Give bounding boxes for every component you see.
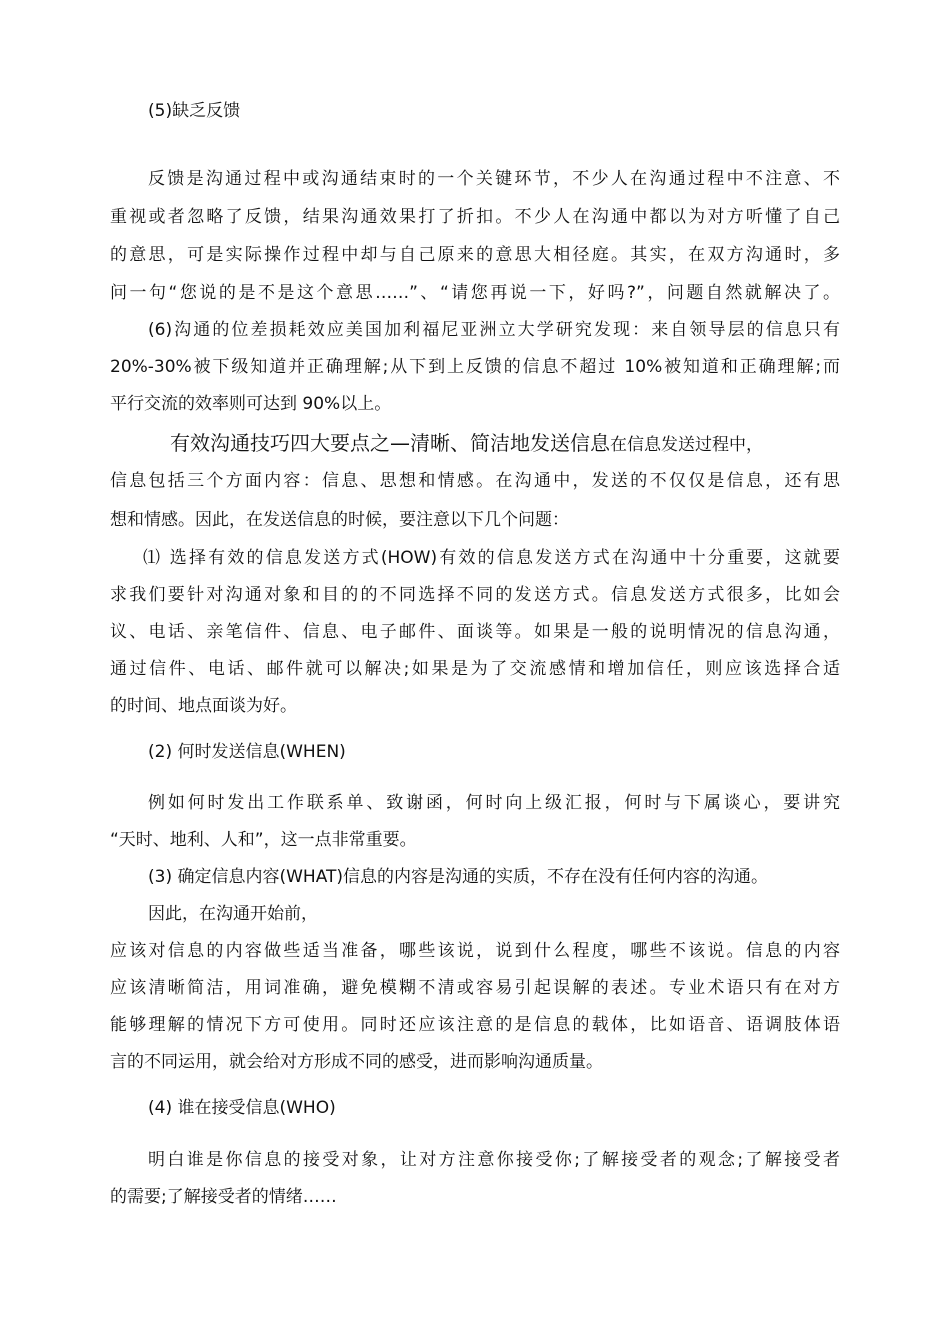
paragraph-line: (6)沟通的位差损耗效应美国加利福尼亚洲立大学研究发现：来自领导层的信息只有 [148,320,840,340]
paragraph-line: 问一句“您说的是不是这个意思……”、“请您再说一下，好吗?”，问题自然就解决了。 [110,283,840,303]
paragraph-line: 求我们要针对沟通对象和目的的不同选择不同的发送方式。信息发送方式很多，比如会 [110,585,840,605]
paragraph-line: 通过信件、电话、邮件就可以解决;如果是为了交流感情和增加信任，则应该选择合适 [110,659,840,679]
paragraph-line: 应该清晰简洁，用词准确，避免模糊不清或容易引起误解的表述。专业术语只有在对方 [110,978,840,998]
paragraph-line: “天时、地利、人和”，这一点非常重要。 [110,830,417,850]
paragraph-line: 的时间、地点面谈为好。 [110,696,297,716]
paragraph-line: 能够理解的情况下方可使用。同时还应该注意的是信息的载体，比如语音、语调肢体语 [110,1015,840,1035]
paragraph-line: 例如何时发出工作联系单、致谢函，何时向上级汇报，何时与下属谈心，要讲究 [148,793,840,813]
tip-heading [170,426,840,462]
paragraph-line: 信息包括三个方面内容：信息、思想和情感。在沟通中，发送的不仅仅是信息，还有思 [110,471,840,491]
paragraph-line: 议、电话、亲笔信件、信息、电子邮件、面谈等。如果是一般的说明情况的信息沟通， [110,622,840,642]
point-2-heading: (2) 何时发送信息(WHEN) [148,742,346,762]
point-3-heading: (3) 确定信息内容(WHAT)信息的内容是沟通的实质，不存在没有任何内容的沟通。 [148,867,769,887]
paragraph-line: 应该对信息的内容做些适当准备，哪些该说，说到什么程度，哪些不该说。信息的内容 [110,941,840,961]
tip-heading-title: 有效沟通技巧四大要点之—清晰、简洁地发送信息 [170,431,610,455]
tip-heading-rest: 在信息发送过程中， [610,435,763,455]
paragraph-line: 想和情感。因此，在发送信息的时候，要注意以下几个问题： [110,510,569,530]
paragraph-line: 的需要;了解接受者的情绪…… [110,1187,337,1207]
paragraph-line: ⑴ 选择有效的信息发送方式(HOW)有效的信息发送方式在沟通中十分重要，这就要 [143,548,840,568]
paragraph-line: 重视或者忽略了反馈，结果沟通效果打了折扣。不少人在沟通中都以为对方听懂了自己 [110,207,840,227]
paragraph-line: 20%-30%被下级知道并正确理解;从下到上反馈的信息不超过 10%被知道和正确理解;而 [110,357,840,377]
paragraph-line: 的意思，可是实际操作过程中却与自己原来的意思大相径庭。其实，在双方沟通时，多 [110,245,840,265]
paragraph-line: 言的不同运用，就会给对方形成不同的感受，进而影响沟通质量。 [110,1052,603,1072]
paragraph-line: 因此，在沟通开始前， [148,904,318,924]
section-5-heading: (5)缺乏反馈 [148,101,241,121]
paragraph-line: 反馈是沟通过程中或沟通结束时的一个关键环节，不少人在沟通过程中不注意、不 [148,169,840,189]
paragraph-line: 明白谁是你信息的接受对象，让对方注意你接受你;了解接受者的观念;了解接受者 [148,1150,840,1170]
paragraph-line: 平行交流的效率则可达到 90%以上。 [110,394,392,414]
point-4-heading: (4) 谁在接受信息(WHO) [148,1098,336,1118]
